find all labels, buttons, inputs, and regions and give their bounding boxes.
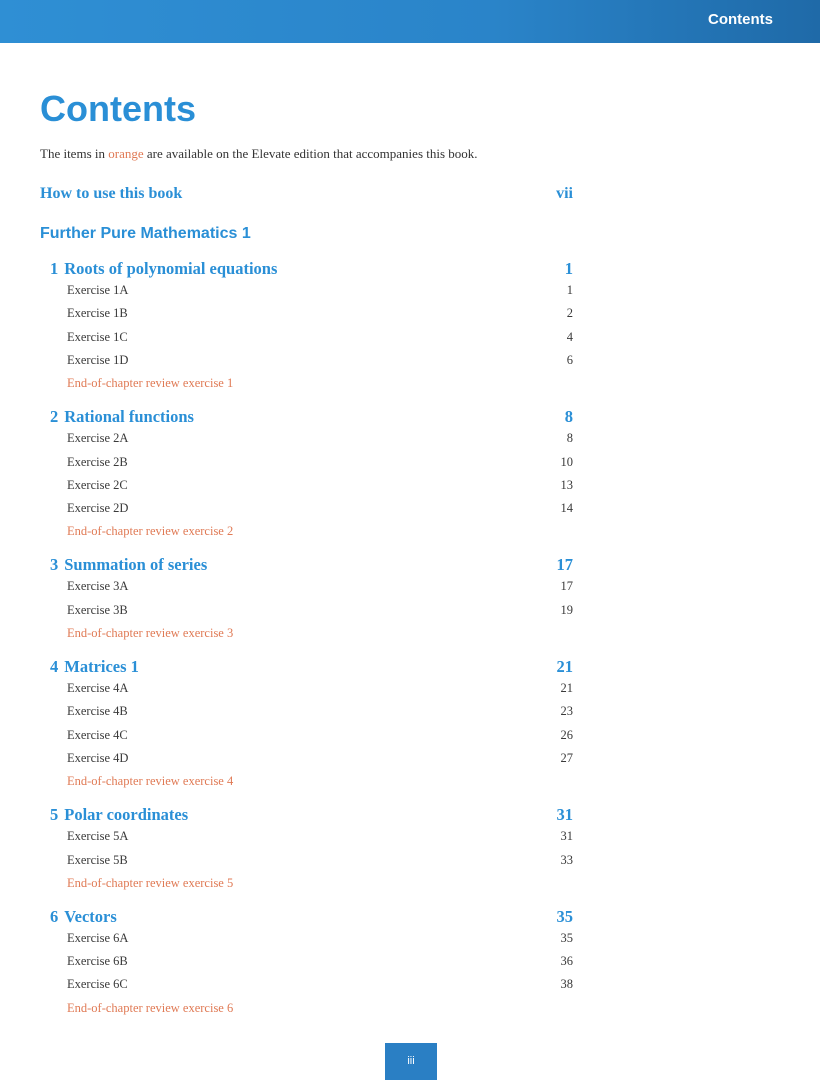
chapter-number: 2 — [50, 407, 59, 427]
chapter-heading — [40, 907, 117, 927]
toc-exercise-entry[interactable] — [40, 853, 573, 868]
toc-chapter-entry[interactable] — [40, 407, 573, 427]
edition-note-before: The items in — [40, 146, 109, 161]
toc-chapter-entry[interactable] — [40, 907, 573, 927]
toc-exercise-entry[interactable] — [40, 954, 573, 969]
chapter-heading — [40, 259, 277, 279]
exercise-label: Exercise 5B — [67, 852, 128, 867]
exercise-page: 2 — [566, 306, 573, 321]
toc-chapter-entry[interactable] — [40, 259, 573, 279]
toc-exercise-entry[interactable] — [40, 681, 573, 696]
toc-exercise-entry[interactable] — [40, 283, 573, 298]
toc-exercise-entry[interactable] — [40, 330, 573, 345]
exercise-page: 19 — [560, 602, 573, 617]
chapter-title: Matrices 1 — [64, 657, 139, 676]
toc-review-entry[interactable] — [40, 774, 573, 789]
toc-exercise-entry[interactable] — [40, 478, 573, 493]
part-title: Further Pure Mathematics 1 — [40, 225, 251, 242]
header-section-label: Contents — [708, 11, 773, 28]
toc-exercise-entry[interactable] — [40, 501, 573, 516]
exercise-page: 10 — [560, 454, 573, 469]
exercise-label: Exercise 2D — [67, 501, 129, 516]
review-exercise-label: End-of-chapter review exercise 3 — [67, 626, 234, 640]
toc-exercise-entry[interactable] — [40, 977, 573, 992]
chapter-title: Rational functions — [64, 407, 194, 427]
toc-review-entry[interactable] — [40, 876, 573, 891]
exercise-label: Exercise 4D — [67, 750, 129, 765]
edition-note-after: are available on the Elevate edition that accompanies this book. — [143, 146, 478, 161]
chapter-page: 8 — [564, 407, 573, 427]
edition-note-highlight: orange — [108, 146, 144, 161]
toc-exercise-entry[interactable] — [40, 353, 573, 368]
toc-review-entry[interactable] — [40, 524, 573, 539]
exercise-page: 6 — [566, 352, 573, 367]
exercise-label: Exercise 2A — [67, 431, 129, 446]
chapter-number: 6 — [50, 906, 59, 926]
toc-review-entry[interactable] — [40, 1001, 573, 1016]
toc-exercise-entry[interactable] — [40, 931, 573, 946]
toc-exercise-entry[interactable] — [40, 829, 573, 844]
chapter-heading — [40, 657, 139, 677]
exercise-page: 17 — [560, 579, 573, 594]
exercise-label: Exercise 6A — [67, 930, 129, 945]
exercise-page: 31 — [560, 829, 573, 844]
chapter-page: 1 — [564, 259, 573, 278]
exercise-page: 21 — [560, 681, 573, 695]
header-bar — [0, 0, 820, 43]
chapter-page: 17 — [556, 555, 573, 575]
exercise-label: Exercise 2C — [67, 477, 128, 492]
toc-exercise-entry[interactable] — [40, 704, 573, 719]
exercise-page: 1 — [566, 283, 573, 297]
exercise-label: Exercise 3B — [67, 602, 128, 617]
exercise-label: Exercise 5A — [67, 829, 129, 844]
page-title: Contents — [40, 88, 196, 129]
toc-chapter-entry[interactable] — [40, 657, 573, 677]
front-matter-page: vii — [556, 185, 573, 202]
toc-exercise-entry[interactable] — [40, 455, 573, 470]
chapter-number: 1 — [50, 259, 59, 278]
toc-review-entry[interactable] — [40, 626, 573, 641]
exercise-page: 26 — [560, 727, 573, 742]
toc-exercise-entry[interactable] — [40, 431, 573, 446]
chapter-title: Roots of polynomial equations — [64, 259, 278, 278]
chapter-page: 21 — [556, 657, 573, 676]
toc-exercise-entry[interactable] — [40, 751, 573, 766]
toc-exercise-entry[interactable] — [40, 603, 573, 618]
exercise-label: Exercise 6C — [67, 977, 128, 992]
review-exercise-label: End-of-chapter review exercise 5 — [67, 875, 234, 890]
toc-exercise-entry[interactable] — [40, 728, 573, 743]
chapter-number: 4 — [50, 657, 59, 676]
review-exercise-label: End-of-chapter review exercise 2 — [67, 524, 234, 539]
exercise-page: 27 — [560, 750, 573, 765]
exercise-label: Exercise 1C — [67, 329, 128, 344]
exercise-page: 14 — [560, 501, 573, 516]
exercise-page: 8 — [566, 431, 573, 446]
chapter-title: Polar coordinates — [64, 805, 189, 825]
toc-chapter-entry[interactable] — [40, 805, 573, 825]
exercise-page: 4 — [566, 329, 573, 344]
review-exercise-label: End-of-chapter review exercise 6 — [67, 1000, 234, 1015]
front-matter-label: How to use this book — [40, 185, 183, 202]
page-number-tab: iii — [385, 1043, 437, 1080]
exercise-label: Exercise 4B — [67, 704, 128, 719]
edition-note — [40, 146, 478, 162]
exercise-label: Exercise 4A — [67, 681, 129, 695]
toc-review-entry[interactable] — [40, 376, 573, 391]
review-exercise-label: End-of-chapter review exercise 4 — [67, 774, 234, 789]
exercise-label: Exercise 4C — [67, 727, 128, 742]
exercise-label: Exercise 6B — [67, 954, 128, 969]
exercise-label: Exercise 3A — [67, 579, 129, 594]
toc-front-matter-entry[interactable] — [40, 185, 573, 203]
exercise-label: Exercise 1A — [67, 283, 129, 297]
chapter-page: 35 — [556, 906, 573, 926]
chapter-title: Summation of series — [64, 555, 208, 575]
chapter-heading — [40, 555, 207, 575]
exercise-label: Exercise 1B — [67, 306, 128, 321]
chapter-number: 5 — [50, 805, 59, 825]
exercise-page: 23 — [560, 704, 573, 719]
exercise-page: 13 — [560, 477, 573, 492]
exercise-page: 35 — [560, 930, 573, 945]
chapter-heading — [40, 407, 194, 427]
exercise-label: Exercise 1D — [67, 352, 129, 367]
exercise-page: 33 — [560, 852, 573, 867]
exercise-page: 38 — [560, 977, 573, 992]
exercise-label: Exercise 2B — [67, 454, 128, 469]
chapter-page: 31 — [556, 805, 573, 825]
review-exercise-label: End-of-chapter review exercise 1 — [67, 376, 234, 391]
toc-chapter-entry[interactable] — [40, 555, 573, 575]
exercise-page: 36 — [560, 954, 573, 969]
toc-exercise-entry[interactable] — [40, 306, 573, 321]
chapter-number: 3 — [50, 555, 59, 575]
chapter-title: Vectors — [64, 906, 117, 926]
toc-exercise-entry[interactable] — [40, 579, 573, 594]
chapter-heading — [40, 805, 188, 825]
